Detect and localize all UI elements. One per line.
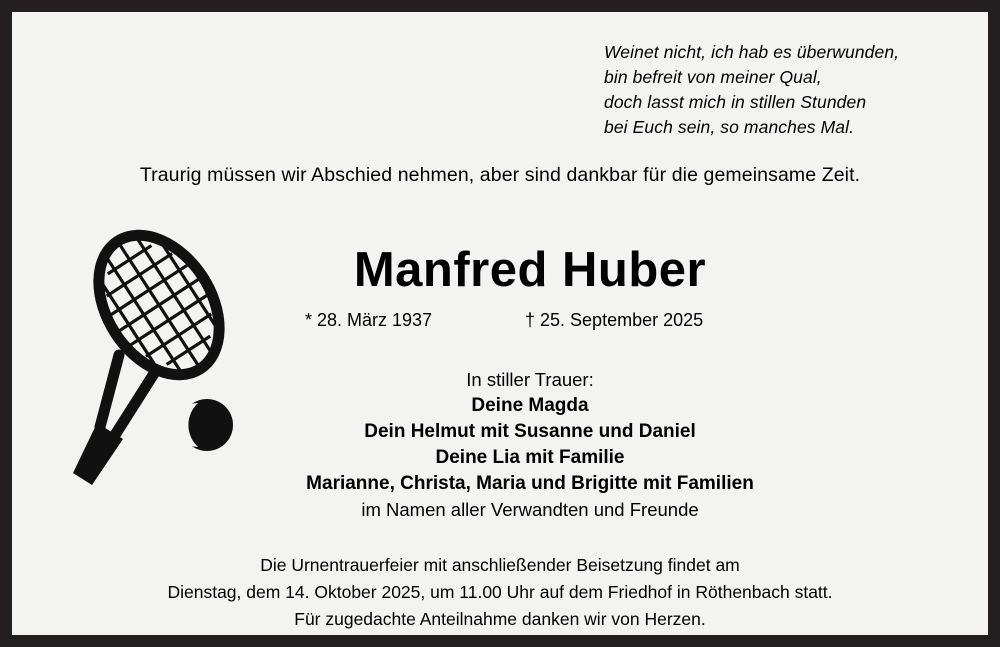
intro-line: Traurig müssen wir Abschied nehmen, aber sind dankbar für die gemeinsame Zeit.	[139, 164, 861, 186]
funeral-info-block	[12, 552, 988, 633]
mourner-line-3: Deine Lia mit Familie	[435, 447, 625, 468]
poem-line-4: bei Euch sein, so manches Mal.	[604, 117, 855, 137]
mourner-line-4: Marianne, Christa, Maria und Brigitte mit Familien	[306, 473, 754, 494]
poem-line-3: doch lasst mich in stillen Stunden	[604, 92, 867, 112]
mourners-footer: im Namen aller Verwandten und Freunde	[361, 499, 699, 520]
mourner-line-2: Dein Helmut mit Susanne und Daniel	[364, 421, 696, 442]
poem-block	[604, 40, 899, 140]
deceased-name: Manfred Huber	[353, 243, 707, 297]
funeral-info-line-1: Die Urnentrauerfeier mit anschließender Beisetzung findet am	[260, 555, 740, 575]
birth-date: * 28. März 1937	[305, 310, 433, 330]
poem-line-1: Weinet nicht, ich hab es überwunden,	[604, 42, 900, 62]
funeral-info-line-2: Dienstag, dem 14. Oktober 2025, um 11.00 Uhr auf dem Friedhof in Röthenbach statt.	[167, 582, 833, 602]
mourner-line-1: Deine Magda	[471, 395, 589, 416]
poem-line-2: bin befreit von meiner Qual,	[604, 67, 822, 87]
death-date: † 25. September 2025	[525, 310, 704, 330]
obituary-inner	[12, 12, 988, 635]
mourners-block	[12, 367, 988, 523]
life-dates	[12, 310, 988, 331]
mourners-heading: In stiller Trauer:	[466, 369, 594, 390]
funeral-info-line-3: Für zugedachte Anteilnahme danken wir von Herzen.	[294, 609, 706, 629]
